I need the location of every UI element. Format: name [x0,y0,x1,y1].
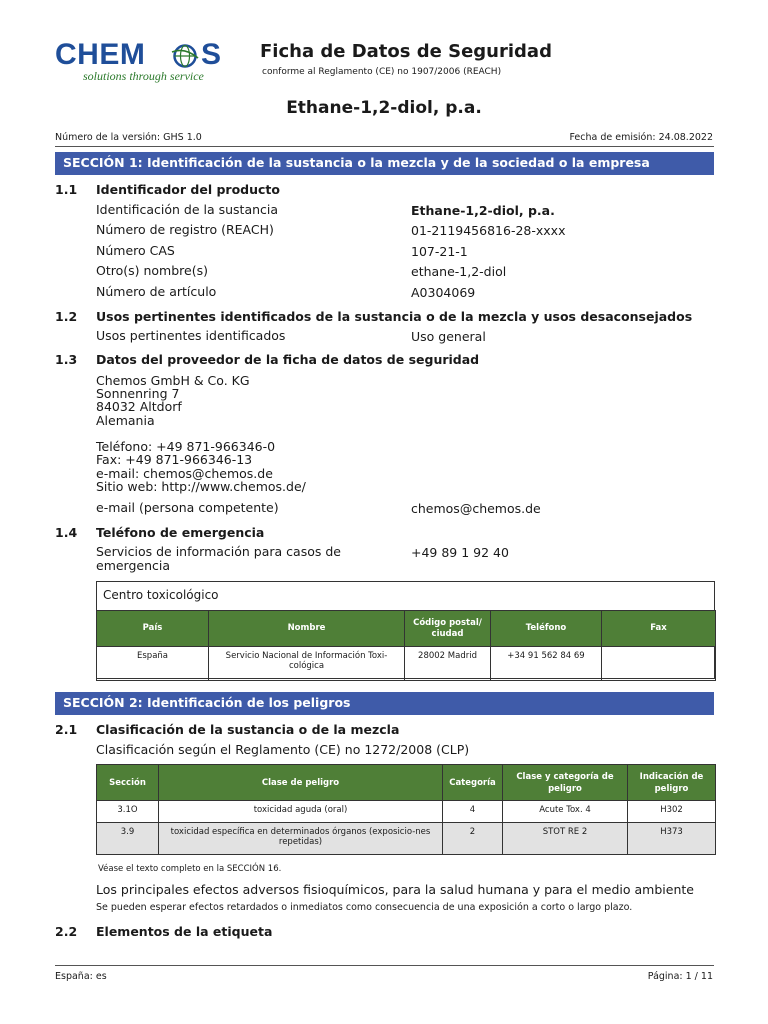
contact-phone: Teléfono: +49 871-966346-0 [96,439,276,454]
subsection-title: Identificador del producto [96,182,280,197]
field-label: Número CAS [96,243,175,258]
address-line: 84032 Altdorf [96,399,182,414]
subsection-title: Clasificación de la sustancia o de la mezcla [96,722,400,737]
hazard-classification-table [96,764,716,855]
table-header-row [97,611,716,647]
toxicology-centre-box [96,581,715,679]
table-cell: H302 [628,801,716,823]
emergency-phone: +49 89 1 92 40 [411,545,509,560]
effects-heading: Los principales efectos adversos fisioquímicos, para la salud humana y para el medio ambiente [96,882,694,897]
section-2-header: SECCIÓN 2: Identificación de los peligros [55,692,714,715]
competent-email-link[interactable]: chemos@chemos.de [411,501,541,516]
table-cell: 28002 Madrid [405,647,491,681]
section-1-header: SECCIÓN 1: Identificación de la sustancia o la mezcla y de la sociedad o la empresa [55,152,714,175]
field-value: Uso general [411,329,486,344]
table-cell: toxicidad específica en determinados órganos (exposicio-nes repetidas) [159,823,443,855]
subsection-title: Datos del proveedor de la ficha de datos de seguridad [96,352,480,367]
classification-subtitle: Clasificación según el Reglamento (CE) no 1272/2008 (CLP) [96,742,470,757]
version-number: Número de la versión: GHS 1.0 [55,132,202,143]
product-title: Ethane-1,2-diol, p.a. [286,98,482,118]
table-row [97,823,716,855]
column-header: País [97,611,209,647]
footnote: Véase el texto completo en la SECCIÓN 16. [98,864,282,874]
effects-text: Se pueden esperar efectos retardados o inmediatos como consecuencia de una exposición a corto o largo plazo. [96,902,633,913]
table-row [97,647,716,681]
contact-email[interactable]: e-mail: chemos@chemos.de [96,466,273,481]
field-label: e-mail (persona competente) [96,500,279,515]
field-label: Otro(s) nombre(s) [96,263,208,278]
contact-website[interactable]: Sitio web: http://www.chemos.de/ [96,479,306,494]
page-number: Página: 1 / 11 [647,971,713,982]
subsection-number: 2.1 [55,722,78,737]
table-cell: H373 [628,823,716,855]
table-header-row [97,765,716,801]
chemos-logo [55,38,222,86]
column-header: Teléfono [491,611,602,647]
subsection-title: Elementos de la etiqueta [96,924,273,939]
field-label: Número de artículo [96,284,217,299]
field-value: ethane-1,2-diol [411,264,507,279]
field-label: Identificación de la sustancia [96,202,279,217]
table-cell: STOT RE 2 [503,823,628,855]
subsection-number: 1.2 [55,309,78,324]
logo-wordmark-end: S [201,38,222,71]
field-value: Ethane-1,2-diol, p.a. [411,203,555,218]
table-cell: 3.1O [97,801,159,823]
column-header: Clase de peligro [159,765,443,801]
field-value: 107-21-1 [411,244,468,259]
table-cell: 2 [443,823,503,855]
logo-tagline: solutions through service [83,69,204,83]
toxicology-table [96,610,716,681]
document-subtitle: conforme al Reglamento (CE) no 1907/2006 (REACH) [262,67,502,77]
address-line: Sonnenring 7 [96,386,180,401]
table-cell: toxicidad aguda (oral) [159,801,443,823]
subsection-title: Teléfono de emergencia [96,525,265,540]
field-value: A0304069 [411,285,476,300]
contact-fax: Fax: +49 871-966346-13 [96,452,253,467]
field-label: Servicios de información para casos de emergencia [96,544,341,573]
table-cell: 3.9 [97,823,159,855]
address-line: Chemos GmbH & Co. KG [96,373,250,388]
issue-date: Fecha de emisión: 24.08.2022 [569,132,713,143]
subsection-number: 2.2 [55,924,78,939]
table-row [97,801,716,823]
table-cell: Servicio Nacional de Información Toxi-cológica [209,647,405,681]
column-header: Categoría [443,765,503,801]
address-line: Alemania [96,413,155,428]
document-title: Ficha de Datos de Seguridad [260,41,552,62]
toxicology-caption: Centro toxicológico [103,588,219,602]
column-header: Sección [97,765,159,801]
footer-rule [55,965,714,966]
table-cell: 4 [443,801,503,823]
field-label: Número de registro (REACH) [96,222,274,237]
table-cell: Acute Tox. 4 [503,801,628,823]
footer-locale: España: es [55,971,107,982]
subsection-number: 1.3 [55,352,78,367]
globe-icon [171,43,199,69]
column-header: Indicación de peligro [628,765,716,801]
column-header: Nombre [209,611,405,647]
column-header: Clase y categoría de peligro [503,765,628,801]
table-cell: +34 91 562 84 69 [491,647,602,681]
table-cell: España [97,647,209,681]
column-header: Fax [602,611,716,647]
logo-wordmark: CHEM [55,38,146,71]
header-rule [55,146,714,147]
table-cell [602,647,716,681]
field-label: Usos pertinentes identificados [96,328,286,343]
column-header: Código postal/ ciudad [405,611,491,647]
subsection-number: 1.1 [55,182,78,197]
subsection-title: Usos pertinentes identificados de la sustancia o de la mezcla y usos desaconsejados [96,309,693,324]
subsection-number: 1.4 [55,525,78,540]
field-value: 01-2119456816-28-xxxx [411,223,566,238]
